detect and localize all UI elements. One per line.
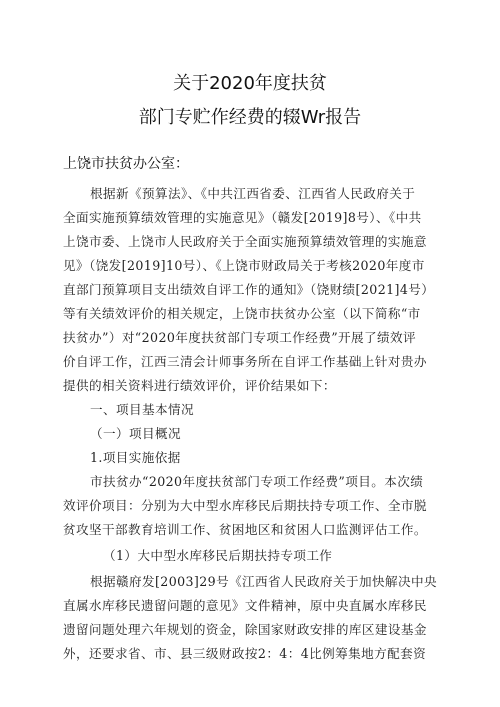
body-line: 效评价项目：分别为大中型水库移民后期扶持专项工作、全市脱 xyxy=(63,498,427,513)
body-line: 见》（饶发[2019]10号）、《上饶市财政局关于考核2020年度市 xyxy=(63,258,425,273)
body-line: 直部门预算项目支出绩效自评工作的通知》（饶财绩[2021]4号） xyxy=(63,282,435,297)
body-line: （一）项目概况 xyxy=(90,426,181,441)
body-line: 外，还要求省、市、县三级财政按2：4：4比例筹集地方配套资 xyxy=(63,646,427,661)
body-line: 上饶市委、上饶市人民政府关于全面实施预算绩效管理的实施意 xyxy=(63,234,427,249)
body-line: 1.项目实施依据 xyxy=(90,450,181,465)
document-addressee: 上饶市扶贫办公室： xyxy=(63,156,189,172)
body-line: 直属水库移民遗留问题的意见》文件精神，原中央直属水库移民 xyxy=(63,598,427,613)
body-line: 一、项目基本情况 xyxy=(90,402,194,417)
body-line: 提供的相关资料进行绩效评价，评价结果如下： xyxy=(63,378,336,393)
document-body xyxy=(63,0,443,707)
body-line: 等有关绩效评价的相关规定，上饶市扶贫办公室（以下简称“市 xyxy=(63,306,421,321)
body-line: 根据赣府发[2003]29号《江西省人民政府关于加快解决中央 xyxy=(90,574,437,589)
body-line: 贫攻坚干部教育培训工作、贫困地区和贫困人口监测评估工作。 xyxy=(63,522,427,537)
document-title-line-1: 关于2020年度扶贫 xyxy=(173,73,327,94)
body-line: 价自评工作，江西三清会计师事务所在自评工作基础上针对贵办 xyxy=(63,354,427,369)
body-line: （1）大中型水库移民后期扶持专项工作 xyxy=(103,548,333,563)
document-title-line-2: 部门专贮作经费的辍Wr报告 xyxy=(138,107,362,128)
body-line: 市扶贫办“2020年度扶贫部门专项工作经费”项目。本次绩 xyxy=(90,474,424,489)
body-line: 根据新《预算法》、《中共江西省委、江西省人民政府关于 xyxy=(90,186,416,201)
body-line: 全面实施预算绩效管理的实施意见》（赣发[2019]8号）、《中共 xyxy=(63,210,422,225)
body-line: 遗留问题处理六年规划的资金，除国家财政安排的库区建设基金 xyxy=(63,622,427,637)
body-line: 扶贫办”）对“2020年度扶贫部门专项工作经费”开展了绩效评 xyxy=(63,330,417,345)
